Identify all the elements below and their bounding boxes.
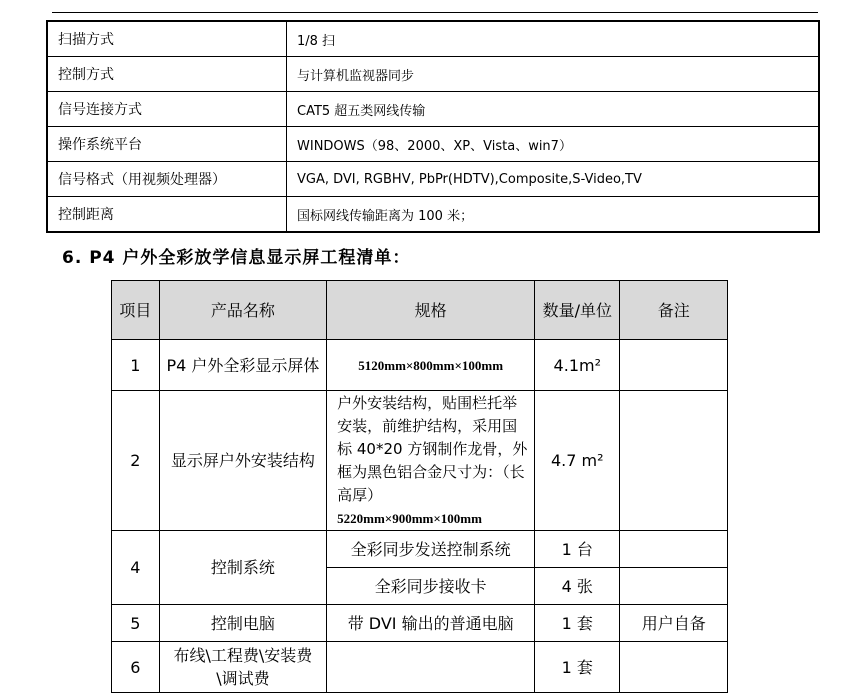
spec-value: VGA, DVI, RGBHV, PbPr(HDTV),Composite,S-Video,TV (287, 162, 820, 197)
row-spec (327, 391, 535, 531)
row-name: 布线\工程费\安装费\调试费 (159, 642, 326, 693)
table-row (47, 92, 819, 127)
header-note: 备注 (620, 281, 728, 340)
spec-key: 信号连接方式 (47, 92, 287, 127)
table-row (47, 162, 819, 197)
table-row (47, 197, 819, 233)
header-item: 项目 (112, 281, 160, 340)
row-qty: 4.1m² (535, 340, 620, 391)
table-row (47, 127, 819, 162)
row-note (620, 568, 728, 605)
row-spec-text: 户外安装结构，贴围栏托举安装，前维护结构，采用国标 40*20 方钢制作龙骨，外框为黑色铝合金尺寸为：（长高厚） (337, 393, 528, 504)
spec-table (46, 20, 820, 233)
row-qty: 4 张 (535, 568, 620, 605)
table-row (112, 642, 728, 693)
row-name: 控制系统 (159, 531, 326, 605)
spec-value: CAT5 超五类网线传输 (287, 92, 820, 127)
row-no: 5 (112, 605, 160, 642)
project-list-table (111, 280, 728, 693)
table-row (112, 531, 728, 568)
header-qty: 数量/单位 (535, 281, 620, 340)
row-note (620, 340, 728, 391)
row-spec: 全彩同步发送控制系统 (327, 531, 535, 568)
row-no: 6 (112, 642, 160, 693)
row-qty: 4.7 m² (535, 391, 620, 531)
row-spec: 全彩同步接收卡 (327, 568, 535, 605)
row-spec: 带 DVI 输出的普通电脑 (327, 605, 535, 642)
row-note (620, 391, 728, 531)
spec-key: 控制距离 (47, 197, 287, 233)
row-no: 1 (112, 340, 160, 391)
table-row (112, 391, 728, 531)
table-row (112, 605, 728, 642)
row-note: 用户自备 (620, 605, 728, 642)
row-name: 控制电脑 (159, 605, 326, 642)
spec-key: 信号格式（用视频处理器） (47, 162, 287, 197)
row-note (620, 642, 728, 693)
row-spec (327, 642, 535, 693)
spec-key: 操作系统平台 (47, 127, 287, 162)
row-spec: 5120mm×800mm×100mm (327, 340, 535, 391)
header-product-name: 产品名称 (159, 281, 326, 340)
top-rule (52, 12, 818, 13)
spec-value: 国标网线传输距离为 100 米； (287, 197, 820, 233)
header-row (112, 281, 728, 340)
row-name: P4 户外全彩显示屏体 (159, 340, 326, 391)
table-row (47, 57, 819, 92)
spec-value: WINDOWS（98、2000、XP、Vista、win7） (287, 127, 820, 162)
table-row (47, 21, 819, 57)
section-heading: 6. P4 户外全彩放学信息显示屏工程清单： (62, 248, 411, 268)
spec-value: 1/8 扫 (287, 21, 820, 57)
row-qty: 1 套 (535, 642, 620, 693)
row-qty: 1 台 (535, 531, 620, 568)
row-qty: 1 套 (535, 605, 620, 642)
table-row (112, 340, 728, 391)
row-name: 显示屏户外安装结构 (159, 391, 326, 531)
row-note (620, 531, 728, 568)
row-spec-dimensions: 5220mm×900mm×100mm (337, 510, 482, 526)
spec-key: 控制方式 (47, 57, 287, 92)
row-no: 4 (112, 531, 160, 605)
spec-value: 与计算机监视器同步 (287, 57, 820, 92)
header-spec: 规格 (327, 281, 535, 340)
row-no: 2 (112, 391, 160, 531)
spec-key: 扫描方式 (47, 21, 287, 57)
